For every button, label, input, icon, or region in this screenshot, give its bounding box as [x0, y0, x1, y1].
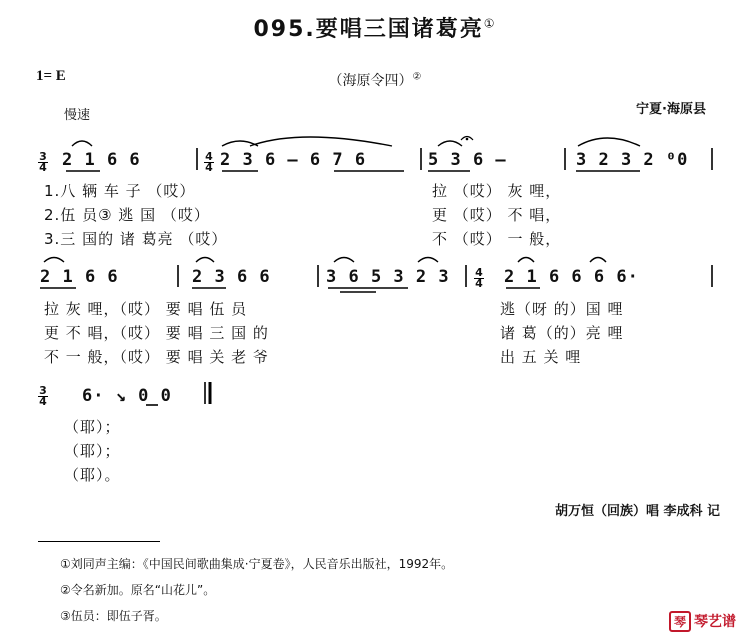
- watermark-text: 琴艺谱: [694, 614, 736, 630]
- measure-notes: 5 3 6 —: [428, 150, 507, 170]
- lyric-verse: 不 （哎） 一 般，: [432, 230, 562, 248]
- ts-top: 3: [39, 384, 47, 397]
- time-signature: [474, 268, 484, 289]
- performer-credit: 胡万恒（回族）唱 李成科 记: [554, 504, 720, 519]
- lyric-verse: （耶）；: [64, 442, 121, 460]
- qupai-footnote-mark: ②: [412, 71, 422, 83]
- ts-top: 3: [39, 150, 47, 163]
- title-text: 要唱三国诸葛亮: [315, 17, 484, 42]
- ts-bottom: 4: [475, 277, 483, 290]
- ts-bottom: 4: [39, 161, 47, 174]
- lyric-verse: 不 一 般，（哎） 要 唱 关 老 爷: [44, 348, 269, 366]
- qin-logo-icon: 琴: [669, 611, 691, 632]
- measure-notes: 3 2 3 2 ⁰0: [576, 150, 689, 170]
- measure-notes: 2 1 6 6: [40, 267, 119, 287]
- lyric-verse: 2.伍 员③ 逃 国 （哎）: [44, 206, 210, 224]
- footnote: ②令名新加。原名“山花儿”。: [60, 583, 216, 597]
- lyric-verse: （耶）；: [64, 418, 121, 436]
- measure-notes: 2 1 6 6 6 6·: [504, 267, 639, 287]
- lyric-verse: 拉 （哎） 灰 哩，: [432, 182, 562, 200]
- lyric-verse: 3.三 国的 诸 葛亮 （哎）: [44, 230, 228, 248]
- measure-notes: 2 1 6 6: [62, 150, 141, 170]
- measure-notes: 2 3 6 — 6 7 6: [220, 150, 367, 170]
- ts-bottom: 4: [39, 395, 47, 408]
- lyric-verse: 诸 葛（的）亮 哩: [500, 324, 624, 342]
- lyric-verse: 逃（呀 的）国 哩: [500, 300, 624, 318]
- lyric-verse: （耶）。: [64, 466, 121, 484]
- time-signature: [38, 386, 48, 407]
- region-label: 宁夏·海原县: [636, 102, 706, 117]
- site-watermark: [669, 611, 736, 632]
- qupai-text: （海原令四）: [328, 73, 413, 89]
- lyric-verse: 更 不 唱，（哎） 要 唱 三 国 的: [44, 324, 269, 342]
- ts-bottom: 4: [205, 161, 213, 174]
- measure-notes: 3 6 5 3 2 3: [326, 267, 450, 287]
- ts-top: 4: [475, 266, 483, 279]
- footnote: ③伍员：即伍子胥。: [60, 609, 167, 623]
- measure-notes: 6· ↘ 0 0: [82, 386, 172, 406]
- footnote: ①刘同声主编：《中国民间歌曲集成·宁夏卷》，人民音乐出版社，1992年。: [60, 557, 454, 571]
- ts-top: 4: [205, 150, 213, 163]
- lyric-verse: 1.八 辆 车 子 （哎）: [44, 182, 196, 200]
- footnote-divider: [38, 541, 160, 542]
- lyric-verse: 出 五 关 哩: [500, 348, 582, 366]
- key-signature: 1= E: [36, 68, 66, 84]
- title-footnote-mark: ①: [483, 16, 497, 31]
- lyric-verse: 拉 灰 哩，（哎） 要 唱 伍 员: [44, 300, 248, 318]
- time-signature: [38, 152, 48, 173]
- time-signature: [204, 152, 214, 173]
- measure-notes: 2 3 6 6: [192, 267, 271, 287]
- lyric-verse: 更 （哎） 不 唱，: [432, 206, 562, 224]
- title-number: 095.: [253, 17, 316, 42]
- tempo-marking: 慢速: [64, 108, 91, 123]
